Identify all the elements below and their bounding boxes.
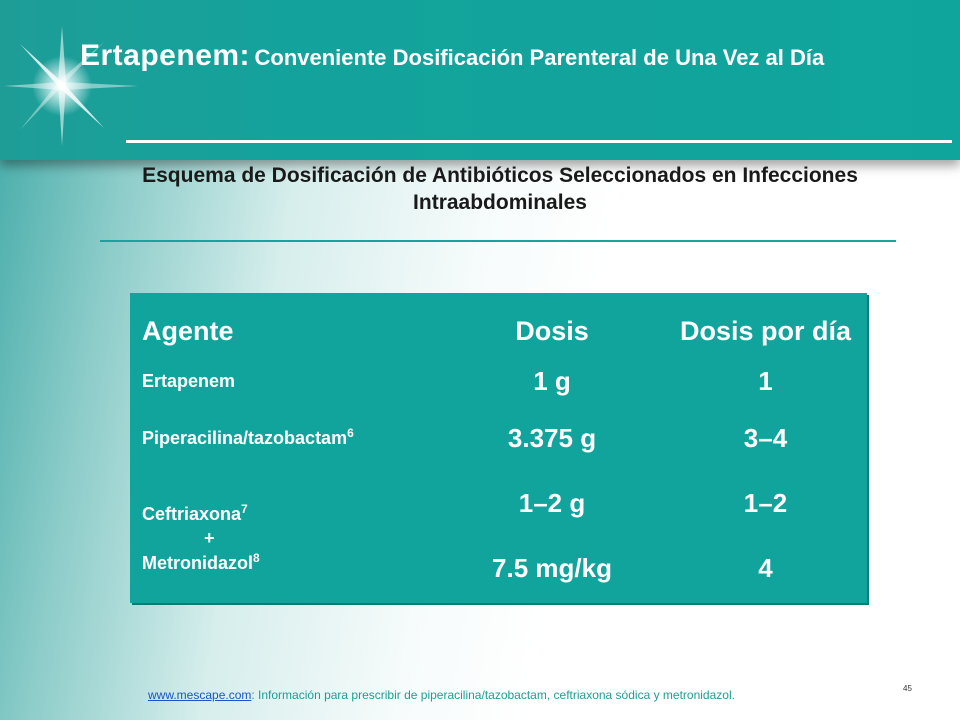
agent-cell xyxy=(130,403,440,473)
title-main: Ertapenem: xyxy=(80,39,251,72)
plus-sign: + xyxy=(204,527,215,548)
dose-cell: 3.375 g xyxy=(507,422,597,453)
footer-text: : Información para prescribir de piperacilina/tazobactam, ceftriaxona sódica y metronidazol. xyxy=(251,688,735,702)
agent-name: Ertapenem xyxy=(142,370,236,391)
dose-cell: 1 g xyxy=(533,365,571,396)
agent-name: Metronidazol xyxy=(142,553,253,574)
table-row xyxy=(130,473,867,533)
agent-cell xyxy=(130,473,440,603)
per-day-cell: 1–2 xyxy=(743,487,788,518)
header-per-day: Dosis por día xyxy=(679,315,852,346)
slide-subtitle: Esquema de Dosificación de Antibióticos Seleccionados en Infecciones Intraabdominales xyxy=(142,164,858,215)
footer-link[interactable]: www.mescape.com xyxy=(148,688,252,702)
table-row xyxy=(130,403,867,473)
dosing-table xyxy=(130,293,867,603)
page-number: 45 xyxy=(903,684,912,693)
header-agent: Agente xyxy=(142,315,234,346)
subtitle-divider xyxy=(100,240,896,242)
agent-cell xyxy=(130,359,440,403)
footer-note xyxy=(148,688,735,702)
agent-reference: 8 xyxy=(253,551,260,566)
dose-cell: 1–2 g xyxy=(518,487,586,518)
agent-reference: 7 xyxy=(241,501,248,516)
per-day-cell: 1 xyxy=(758,365,773,396)
agent-reference: 6 xyxy=(347,426,354,441)
title-sub: Conveniente Dosificación Parenteral de Una Vez al Día xyxy=(254,45,825,70)
table-header-row xyxy=(130,293,867,359)
dose-cell: 7.5 mg/kg xyxy=(492,552,612,583)
header-divider xyxy=(126,140,952,143)
table-row xyxy=(130,359,867,403)
header-band xyxy=(0,0,960,160)
per-day-cell: 3–4 xyxy=(743,422,788,453)
agent-name: Ceftriaxona xyxy=(142,503,242,524)
header-dose: Dosis xyxy=(515,315,589,346)
agent-name: Piperacilina/tazobactam xyxy=(142,428,348,449)
per-day-cell: 4 xyxy=(758,552,773,583)
slide-title xyxy=(80,38,940,74)
